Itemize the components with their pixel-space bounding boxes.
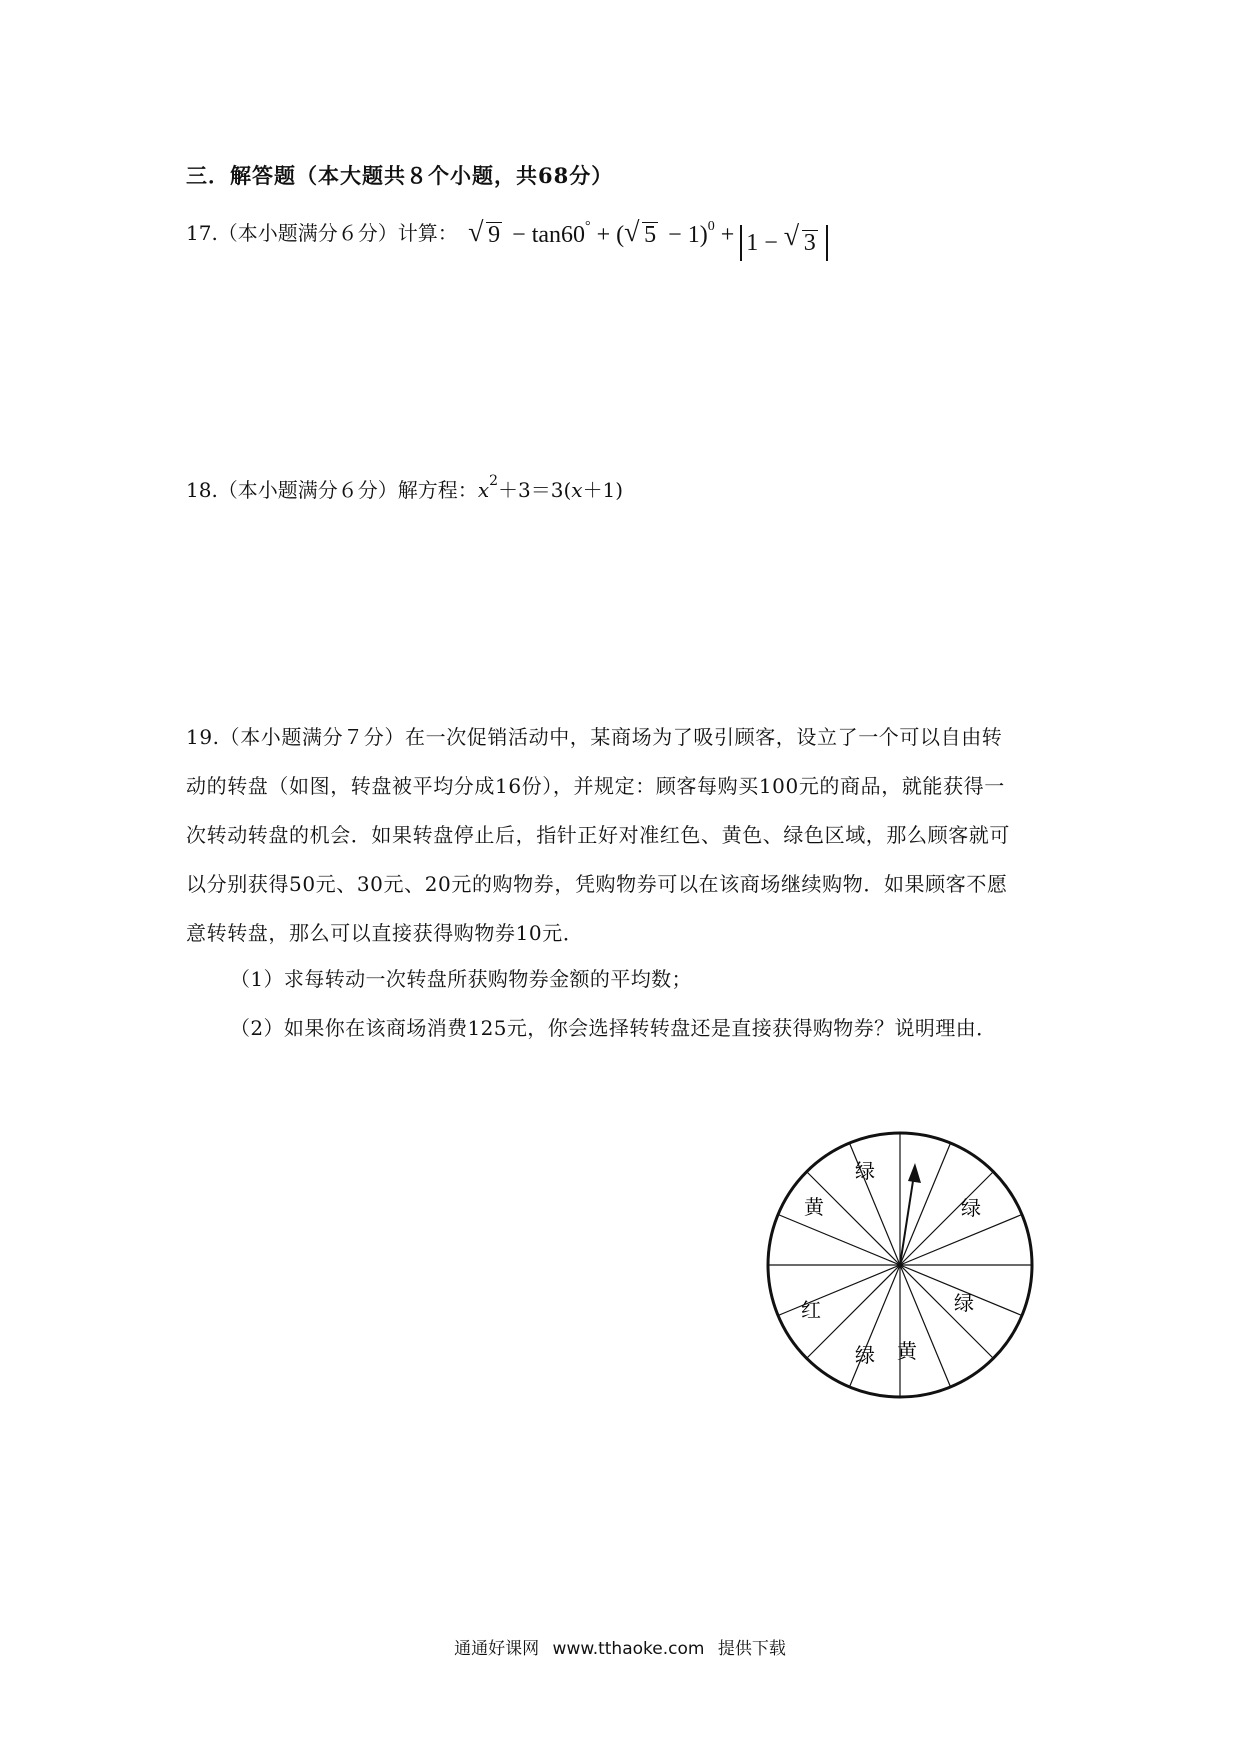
- spinner-pointer: [900, 1163, 921, 1265]
- variable-x-1: x: [477, 478, 490, 502]
- sqrt-3: [784, 225, 818, 261]
- pointer-shaft: [900, 1168, 915, 1265]
- problem-19-subquestion-2: （2）如果你在该商场消费125元，你会选择转转盘还是直接获得购物券？说明理由．: [230, 1016, 997, 1040]
- spinner-divider: [807, 1265, 900, 1358]
- problem-19-line-5: 意转转盘，那么可以直接获得购物券10元．: [186, 921, 584, 945]
- sqrt-3-radicand: 3: [803, 230, 816, 256]
- spinner-label-green-lower-right: 绿: [954, 1291, 974, 1315]
- spinner-label-yellow-left: 黄: [804, 1195, 824, 1219]
- problem-18: [186, 473, 623, 502]
- problem-18-prefix: 18.（本小题满分６分）解方程：: [186, 478, 478, 502]
- spinner-label-red: 红: [801, 1298, 821, 1322]
- problem-17: [186, 219, 828, 261]
- sqrt-9-radicand: 9: [488, 222, 501, 248]
- equation-tail: ＋1): [582, 478, 624, 502]
- spinner-label-green-top: 绿: [855, 1159, 875, 1183]
- problem-19-line-3: 次转动转盘的机会．如果转盘停止后，指针正好对准红色、黄色、绿色区域，那么顾客就可: [186, 823, 1010, 847]
- equation-middle: ＋3＝3(: [498, 478, 572, 502]
- section-title: 三．解答题（本大题共８个小题，共68分）: [186, 163, 614, 188]
- absolute-value: [740, 225, 828, 261]
- footer-site: 通通好课网: [454, 1639, 540, 1659]
- spinner-diagram: [766, 1130, 1034, 1400]
- footer-url[interactable]: www.tthaoke.com: [552, 1639, 705, 1659]
- sqrt-5-radicand: 5: [644, 222, 657, 248]
- problem-19: [186, 713, 1056, 958]
- square-exponent: 2: [489, 473, 499, 489]
- problem-19-line-4: 以分别获得50元、30元、20元的购物券，凭购物券可以在该商场继续购物．如果顾客不愿: [186, 872, 1008, 896]
- sqrt-5: [624, 221, 658, 250]
- degree-symbol: °: [585, 219, 591, 234]
- problem-17-formula: [468, 219, 828, 261]
- problem-19-line-1: 19.（本小题满分７分）在一次促销活动中，某商场为了吸引顾客，设立了一个可以自由转: [186, 725, 1003, 749]
- footer-suffix: 提供下载: [717, 1639, 786, 1659]
- problem-19-subquestion-1: （1）求每转动一次转盘所获购物券金额的平均数；: [230, 967, 692, 991]
- plus-sign: +: [714, 222, 741, 248]
- problem-17-prefix: 17.（本小题满分６分）计算：: [186, 221, 458, 245]
- variable-x-2: x: [571, 478, 583, 502]
- problem-19-line-2: 动的转盘（如图，转盘被平均分成16份），并规定：顾客每购买100元的商品，就能获得一: [186, 774, 1005, 798]
- minus-one-close-paren: − 1): [662, 222, 708, 248]
- spinner-label-yellow-bottom: 黄: [897, 1339, 917, 1363]
- abs-left-term: 1 −: [746, 230, 784, 256]
- plus-open-paren: + (: [590, 222, 625, 248]
- spinner-label-green-upper-right: 绿: [961, 1196, 981, 1220]
- zero-exponent: 0: [707, 219, 715, 234]
- minus-tan-term: − tan60: [506, 222, 586, 248]
- sqrt-9: [468, 221, 502, 250]
- page-footer: [0, 1634, 1240, 1659]
- spinner-label-green-bottom: 绿: [855, 1343, 875, 1367]
- pointer-arrowhead: [908, 1163, 921, 1183]
